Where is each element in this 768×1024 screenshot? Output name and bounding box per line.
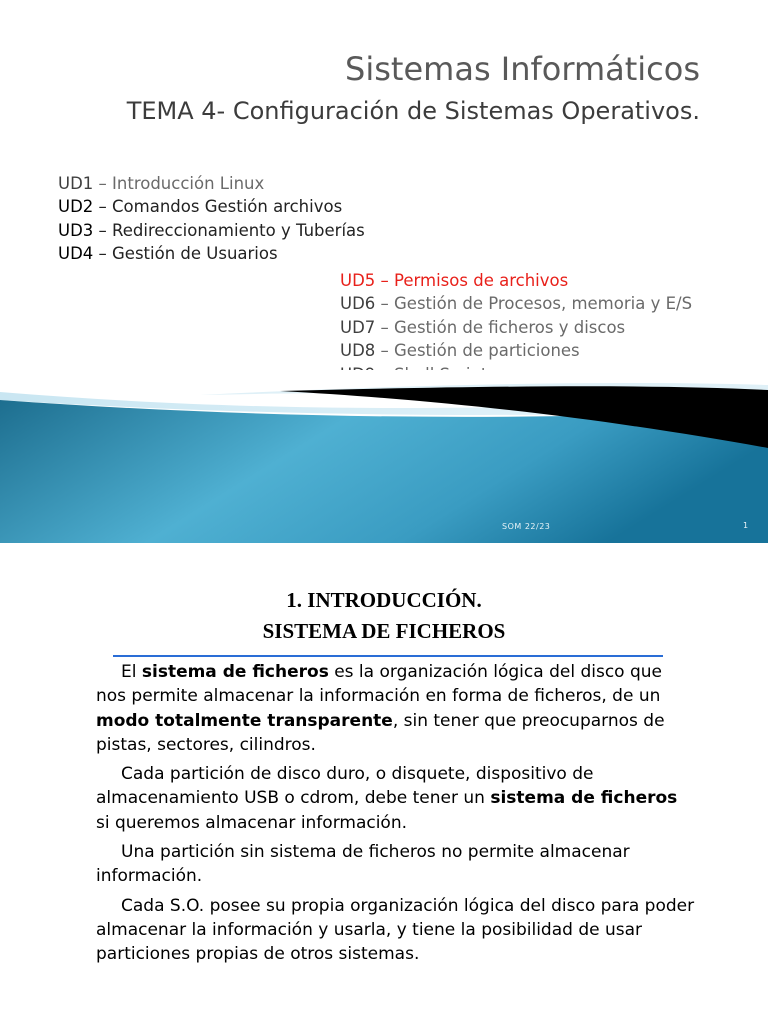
text-run: , sin tener que preocuparnos de pistas, sectores, cilindros. (96, 710, 665, 755)
wave-decoration (0, 370, 768, 543)
unit-code: UD5 (340, 271, 376, 290)
slide-title: Sistemas Informáticos (345, 50, 700, 88)
unit-title: – Redireccionamiento y Tuberías (93, 220, 365, 240)
units-list-right (340, 269, 692, 386)
text-run: es la organización lógica del disco que nos permite almacenar la información en forma de ficheros, de un (96, 662, 662, 707)
paragraph (96, 660, 696, 757)
units-list-left (58, 172, 365, 266)
bold-term: sistema de ficheros (141, 662, 329, 682)
text-run: Cada partición de disco duro, o disquete, dispositivo de almacenamiento USB o cdrom, debe tener un (96, 764, 594, 809)
heading-underline (113, 655, 663, 657)
unit-code: UD3 (58, 220, 94, 240)
unit-code: UD7 (340, 317, 376, 337)
unit-item (58, 242, 365, 265)
unit-title: – Comandos Gestión archivos (93, 197, 343, 217)
unit-item (58, 172, 365, 195)
unit-code: UD6 (340, 294, 376, 314)
unit-title: – Permisos de archivos (375, 271, 569, 290)
unit-title: – Gestión de ficheros y discos (375, 317, 626, 337)
paragraph (96, 894, 696, 967)
text-run: El (121, 662, 142, 682)
bold-term: modo totalmente transparente (96, 710, 393, 731)
unit-item (340, 316, 692, 339)
unit-title: – Gestión de Procesos, memoria y E/S (375, 294, 693, 314)
unit-item (58, 195, 365, 218)
slide-subtitle: TEMA 4- Configuración de Sistemas Operativos. (126, 97, 700, 125)
unit-title: – Gestión de particiones (375, 341, 580, 361)
section-subheading: SISTEMA DE FICHEROS (262, 619, 506, 643)
unit-item (340, 292, 692, 315)
unit-title: – Introducción Linux (93, 174, 265, 193)
unit-code: UD8 (340, 341, 376, 361)
unit-item (58, 219, 365, 242)
body-text (96, 660, 696, 972)
unit-code: UD4 (58, 244, 94, 264)
text-run: si queremos almacenar información. (96, 812, 408, 833)
section-heading: 1. INTRODUCCIÓN. (286, 588, 482, 612)
slide-2 (0, 543, 768, 1024)
bold-term: sistema de ficheros (490, 788, 678, 809)
text-run: Cada S.O. posee su propia organización lógica del disco para poder almacenar la información y usarla, y tiene la posibilidad de usar particiones propias de otros sistemas. (96, 895, 695, 965)
unit-code: UD2 (58, 197, 94, 217)
paragraph (96, 762, 696, 835)
text-run: Una partición sin sistema de ficheros no permite almacenar información. (96, 842, 630, 887)
unit-item (340, 269, 692, 292)
page-number: 1 (743, 521, 749, 530)
unit-code: UD1 (58, 174, 94, 193)
paragraph (96, 840, 696, 889)
unit-title: – Gestión de Usuarios (93, 244, 278, 264)
footer-text: SOM 22/23 (502, 522, 551, 531)
unit-item (340, 339, 692, 362)
